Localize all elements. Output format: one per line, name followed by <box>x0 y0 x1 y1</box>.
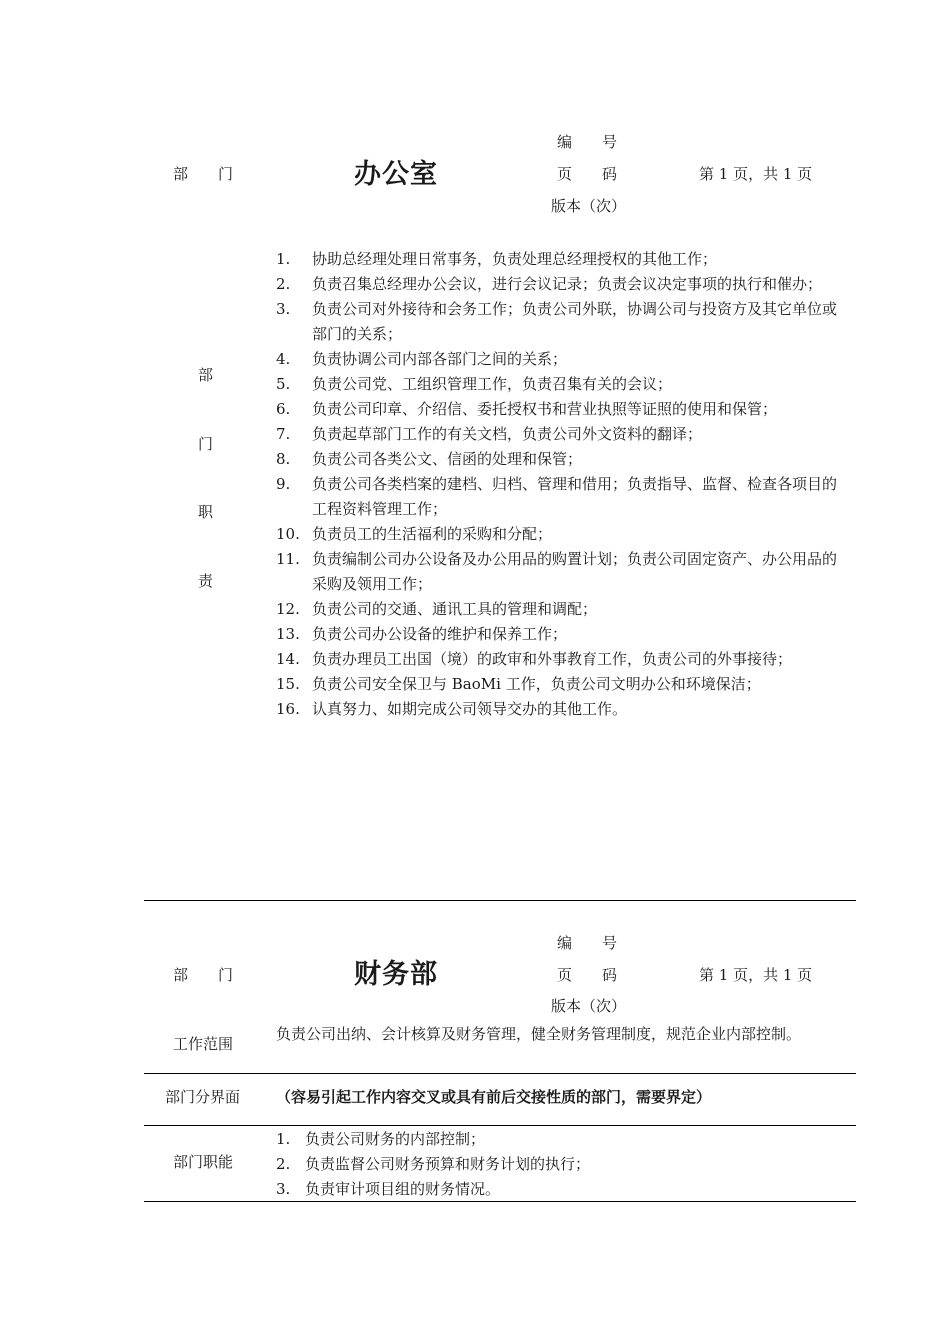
list-item: 8. 负责公司各类公文、信函的处理和保管； <box>276 450 583 468</box>
dept-label: 部 门 <box>173 966 234 984</box>
list-item: 1. 协助总经理处理日常事务，负责处理总经理授权的其他工作； <box>276 250 718 268</box>
list-item: 13. 负责公司办公设备的维护和保养工作； <box>276 625 568 643</box>
boundary-label: 部门分界面 <box>165 1088 241 1106</box>
table-divider <box>144 1073 856 1074</box>
list-item: 12. 负责公司的交通、通讯工具的管理和调配； <box>276 600 598 618</box>
functions-label: 部门职能 <box>173 1153 234 1171</box>
list-item: 6. 负责公司印章、介绍信、委托授权书和营业执照等证照的使用和保管； <box>276 400 778 418</box>
page-value: 第 1 页，共 1 页 <box>699 966 813 984</box>
scope-label: 工作范围 <box>173 1035 234 1053</box>
list-item: 3. 负责审计项目组的财务情况。 <box>276 1180 501 1198</box>
duties-label-char: 责 <box>198 572 214 590</box>
list-item: 3. 负责公司对外接待和会务工作；负责公司外联，协调公司与投资方及其它单位或部门的关系； <box>276 300 838 343</box>
list-item: 2. 负责召集总经理办公会议，进行会议记录；负责会议决定事项的执行和催办； <box>276 275 823 293</box>
page-label: 页 码 <box>557 165 618 183</box>
list-item: 15. 负责公司安全保卫与 BaoMi 工作，负责公司文明办公和环境保洁； <box>276 675 761 693</box>
table-divider <box>144 1125 856 1126</box>
list-item: 5. 负责公司党、工组织管理工作，负责召集有关的会议； <box>276 375 673 393</box>
list-item: 16. 认真努力、如期完成公司领导交办的其他工作。 <box>276 700 628 718</box>
dept-name-title: 财务部 <box>354 959 438 990</box>
duties-label-char: 部 <box>198 366 214 384</box>
list-item: 1. 负责公司财务的内部控制； <box>276 1130 486 1148</box>
code-label: 编 号 <box>557 934 618 952</box>
list-item: 4. 负责协调公司内部各部门之间的关系； <box>276 350 568 368</box>
scope-text: 负责公司出纳、会计核算及财务管理，健全财务管理制度，规范企业内部控制。 <box>276 1025 802 1043</box>
list-item: 9. 负责公司各类档案的建档、归档、管理和借用；负责指导、监督、检查各项目的工程资料管理工作； <box>276 475 838 518</box>
code-label: 编 号 <box>557 133 618 151</box>
page-value: 第 1 页，共 1 页 <box>699 165 813 183</box>
duties-label-char: 职 <box>198 503 214 521</box>
version-label: 版本（次） <box>551 997 627 1015</box>
dept-name-title: 办公室 <box>354 159 438 190</box>
functions-list <box>276 1127 850 1202</box>
list-item: 10. 负责员工的生活福利的采购和分配； <box>276 525 553 543</box>
list-item: 11. 负责编制公司办公设备及办公用品的购置计划；负责公司固定资产、办公用品的采购及领用工作； <box>276 550 838 593</box>
boundary-text: （容易引起工作内容交叉或具有前后交接性质的部门，需要界定） <box>276 1088 712 1106</box>
list-item: 2. 负责监督公司财务预算和财务计划的执行； <box>276 1155 591 1173</box>
version-label: 版本（次） <box>551 197 627 215</box>
section-divider <box>144 900 856 901</box>
page-label: 页 码 <box>557 966 618 984</box>
list-item: 7. 负责起草部门工作的有关文档，负责公司外文资料的翻译； <box>276 425 703 443</box>
list-item: 14. 负责办理员工出国（境）的政审和外事教育工作，负责公司的外事接待； <box>276 650 793 668</box>
dept-label: 部 门 <box>173 165 234 183</box>
duties-list <box>276 247 850 722</box>
duties-label-char: 门 <box>198 435 214 453</box>
table-bottom-border <box>144 1201 856 1202</box>
